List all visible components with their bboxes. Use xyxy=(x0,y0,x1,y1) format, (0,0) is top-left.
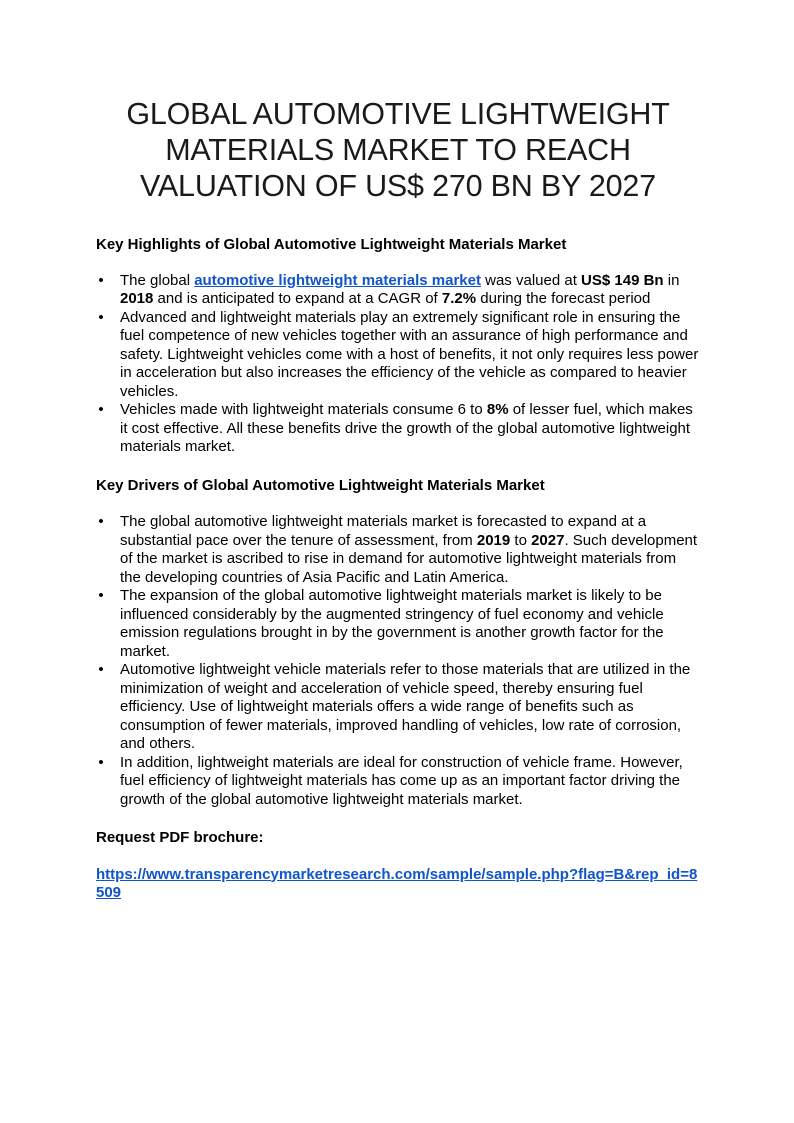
highlights-bullet-1 xyxy=(96,272,700,309)
bullet-glyph: • xyxy=(98,587,104,604)
bullet-text: The global automotive lightweight materials market is forecasted to expand at a substantial pace over the tenure of assessment, from xyxy=(120,513,647,549)
forecast-end-year: 2027 xyxy=(531,531,565,549)
drivers-bullet-4 xyxy=(96,754,700,810)
drivers-bullet-2 xyxy=(96,587,700,661)
bullet-text: and is anticipated to expand at a CAGR of xyxy=(153,290,442,307)
cagr-value: 7.2% xyxy=(441,290,477,307)
document-page xyxy=(96,0,700,903)
market-report-link[interactable]: automotive lightweight materials market xyxy=(194,271,481,289)
forecast-start-year: 2019 xyxy=(476,531,511,549)
bullet-text: in xyxy=(663,271,680,289)
highlights-bullet-2 xyxy=(96,309,700,402)
bullet-glyph: • xyxy=(98,661,104,678)
bullet-text: Automotive lightweight vehicle materials refer to those materials that are utilized in the minimization of weight and acceleration of vehicle speed, thereby ensuring fuel efficiency. Use of lightweight materials offers a wide range of benefits such as consumption of fewer materials, improved handling of vehicles, low rate of corrosion, and others. xyxy=(120,661,691,752)
bullet-text: The global xyxy=(120,271,195,289)
bullet-text: to xyxy=(510,531,532,549)
drivers-list xyxy=(96,513,700,809)
drivers-heading: Key Drivers of Global Automotive Lightweight Materials Market xyxy=(96,476,545,494)
bullet-text: Vehicles made with lightweight materials consume 6 to xyxy=(120,401,487,418)
bullet-glyph: • xyxy=(98,401,104,418)
brochure-link[interactable]: https://www.transparencymarketresearch.com/sample/sample.php?flag=B&rep_id=8509 xyxy=(96,865,698,901)
drivers-bullet-1 xyxy=(96,513,700,587)
bullet-glyph: • xyxy=(98,308,104,326)
drivers-bullet-3 xyxy=(96,661,700,754)
title-line-3: VALUATION OF US$ 270 BN BY 2027 xyxy=(140,169,656,203)
bullet-text: of lesser fuel, which makes it cost effective. All these benefits drive the growth of the global automotive lightweight materials market. xyxy=(120,401,693,455)
highlights-list xyxy=(96,272,700,457)
bullet-text: The expansion of the global automotive lightweight materials market is likely to be influenced considerably by the augmented stringency of fuel economy and vehicle emission regulations brought in by the government is another growth factor for the market. xyxy=(120,587,664,660)
fuel-saving-value: 8% xyxy=(486,401,509,418)
bullet-glyph: • xyxy=(98,271,104,289)
brochure-heading: Request PDF brochure: xyxy=(96,829,264,846)
bullet-text: . Such development of the market is ascribed to rise in demand for automotive lightweight materials from the developing countries of Asia Pacific and Latin America. xyxy=(120,531,698,586)
market-value-2018: US$ 149 Bn xyxy=(581,271,664,289)
bullet-glyph: • xyxy=(98,513,104,530)
highlights-heading: Key Highlights of Global Automotive Lightweight Materials Market xyxy=(96,236,567,253)
bullet-text: Advanced and lightweight materials play an extremely significant role in ensuring the fuel competence of new vehicles together with an assurance of high performance and safety. Lightweight vehicles come with a host of benefits, it not only requires less power in acceleration but also increases the efficiency of the vehicle as compared to heavier vehicles. xyxy=(120,308,699,400)
bullet-glyph: • xyxy=(98,753,104,771)
base-year: 2018 xyxy=(120,290,154,307)
bullet-text: In addition, lightweight materials are ideal for construction of vehicle frame. However, fuel efficiency of lightweight materials has come up as an important factor driving the growth of the global automotive lightweight materials market. xyxy=(120,753,683,808)
page-title xyxy=(96,96,700,204)
bullet-text: during the forecast period xyxy=(476,290,651,307)
bullet-text: was valued at xyxy=(480,271,582,289)
brochure-url-container xyxy=(96,866,700,903)
title-line-2: MATERIALS MARKET TO REACH xyxy=(165,133,631,167)
highlights-bullet-3 xyxy=(96,401,700,457)
title-line-1: GLOBAL AUTOMOTIVE LIGHTWEIGHT xyxy=(126,97,670,131)
